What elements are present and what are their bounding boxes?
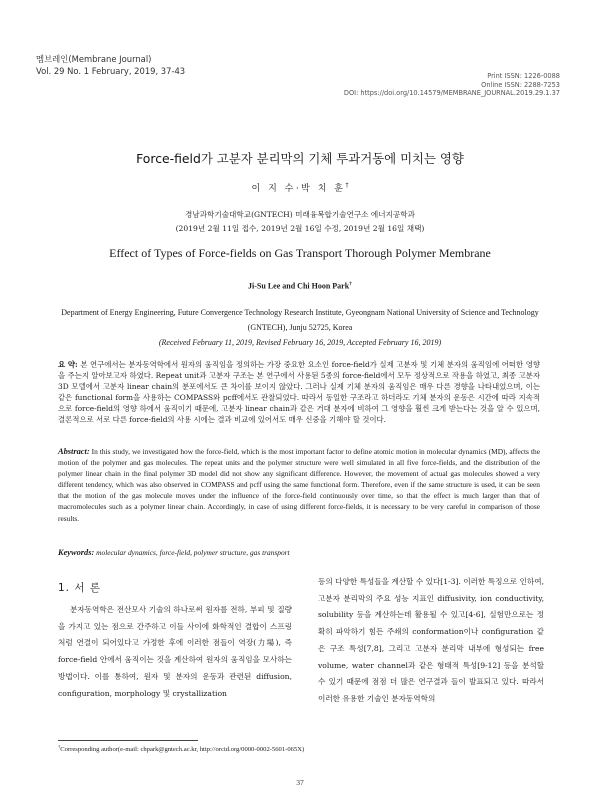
online-issn: Online ISSN: 2288-7253 — [481, 80, 560, 89]
keywords-label: Keywords: — [58, 548, 95, 557]
print-issn: Print ISSN: 1226-0088 — [487, 72, 560, 80]
corresponding-mark-en: † — [349, 281, 352, 287]
issn-block — [344, 72, 560, 98]
english-affiliation: Department of Energy Engineering, Future Convergence Technology Research Institute, Gyeongnam National University of Science and Technology (GNTECH), Junju 52725, Korea — [61, 308, 539, 332]
english-authors — [0, 281, 600, 291]
section-heading: 1. 서 론 — [58, 582, 101, 594]
keywords — [58, 547, 540, 558]
abstract-korean-label: 요 약: — [58, 360, 78, 369]
volume-line: Vol. 29 No. 1 February, 2019, 37-43 — [36, 65, 186, 76]
body-right-column: 등의 다양한 특성들을 계산할 수 있다[1-3]. 이러한 특징으로 인하여, 고분자 분리막의 주요 성능 지표인 diffusivity, ion conductivity, solubility 등을 계산하는데 활용될 수 있고[4-6], 실험만으로는 정확히 파악하기 힘든 주쇄의 conformation이나 configuration 같은 구조 특성[7,8], 그리고 고분자 분리막 내부에 형성되는 free volume, water channel과 같은 형태적 특성[9-12] 등을 분석할 수 있기 때문에 점점 더 많은 연구결과 들이 발표되고 있다. 따라서 이러한 유용한 기술인 분자동역학의 — [318, 577, 544, 703]
abstract-english-text: In this study, we investigated how the force-field, which is the most important factor to define atomic motion in molecular dynamics (MD), affects the motion of the polymer and gas molecules. The repeat units and the polymer structure were well simulated in all five force-fields, and the distribution of the polymer linear chain in the final polymer 3D model did not show any significant difference. However, the movement of actual gas molecules showed a very different tendency, which was also observed in COMPASS and pcff using the same functional form. Therefore, even if the same structure is used, it can be seen that the motion of the gas molecule moves under the influence of the force-field continuously over time, so that the effect is much larger than that of macromolecules such as a polymer linear chain. Accordingly, in case of using different force-fields, it is necessary to be very careful in comparison of those results. — [58, 447, 540, 523]
korean-title: Force-field가 고분자 분리막의 기체 투과거동에 미치는 영향 — [136, 151, 464, 166]
abstract-korean-text: 본 연구에서는 분자동역학에서 원자의 움직임을 정의하는 가장 중요한 요소인 force-field가 실제 고분자 및 기체 분자의 움직임에 어떠한 영향을 주는지 알아보고자 하였다. Repeat unit과 고분자 구조는 본 연구에서 사용된 5종의 force-field에서 모두 정상적으로 작용을 하였고, 최종 고분자 3D 모델에서 고분자 linear chain의 분포에서도 큰 차이를 보이지 않았다. 그러나 실제 기체 분자의 움직임은 매우 다른 경향을 나타내었으며, 이는 같은 functional form을 사용하는 COMPASS와 pcff에서도 관찰되었다. 따라서 동일한 구조라고 하더라도 기체 분자의 운동은 시간에 따라 지속적으로 force-field의 영향 하에서 움직이기 때문에, 고분자 linear chain과 같은 거대 분자에 비하여 그 영향을 훨씬 크게 받는다는 것을 알 수 있으며, 결론적으로 서로 다른 force-field의 사용 시에는 결과 비교에 있어서도 매우 신중을 기해야 할 것이다. — [58, 360, 540, 425]
footnote — [58, 744, 304, 753]
korean-author-names: 이 지 수·박 치 훈 — [251, 184, 346, 194]
english-dates: (Received February 11, 2019, Revised February 16, 2019, Accepted February 16, 2019) — [158, 338, 442, 347]
abstract-english — [58, 446, 540, 524]
abstract-korean — [58, 359, 540, 426]
corresponding-mark: † — [345, 182, 349, 189]
doi[interactable]: DOI: https://doi.org/10.14579/MEMBRANE_JOURNAL.2019.29.1.37 — [343, 89, 560, 98]
journal-name: 멤브레인(Membrane Journal) — [36, 54, 152, 64]
abstract-english-label: Abstract: — [58, 447, 90, 456]
korean-affiliation: 경남과학기술대학교(GNTECH) 미래융복합기술연구소 에너지공학과 — [185, 210, 415, 219]
korean-authors — [0, 181, 600, 194]
footnote-mark: † — [58, 744, 61, 749]
english-affiliation-block — [58, 305, 542, 350]
footnote-text: Corresponding author(e-mail: chpark@gntech.ac.kr, http://orcid.org/0000-0002-5601-065X) — [60, 746, 305, 754]
english-title: Effect of Types of Force-fields on Gas Transport Thorough Polymer Membrane — [109, 246, 491, 260]
footnote-divider — [58, 740, 198, 741]
english-author-names: Ji-Su Lee and Chi Hoon Park — [248, 281, 350, 291]
body-left-column: 분자동역학은 전산모사 기술의 하나로써 원자를 전하, 부피 및 질량을 가지고 있는 점으로 간주하고 이들 사이에 화학적인 결합이 스프링처럼 연결이 되어있다고 가정한 후에 이러한 점들이 역장(力場), 즉 force-field 안에서 움직이는 것을 계산하여 원자의 움직임을 모사하는 방법이다. 이를 통하여, 원자 및 분자의 운동과 관련된 diffusion, configuration, morphology 및 crystallization — [58, 605, 292, 698]
korean-affiliation-block — [0, 208, 600, 235]
keywords-text: molecular dynamics, force-field, polymer structure, gas transport — [96, 548, 290, 557]
page-number: 37 — [296, 778, 304, 787]
journal-header — [36, 54, 185, 77]
korean-dates: (2019년 2월 11일 접수, 2019년 2월 16일 수정, 2019년 2월 16일 채택) — [175, 223, 425, 233]
